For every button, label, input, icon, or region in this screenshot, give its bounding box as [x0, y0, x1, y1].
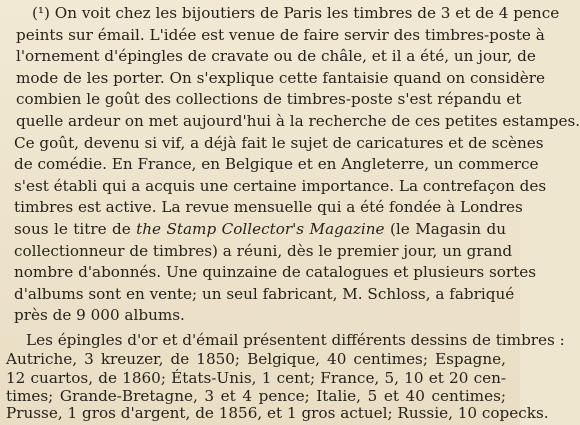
text-run: de comédie. En France, en Belgique et en Angleterre, un commerce	[14, 155, 539, 174]
footnote-line-14	[0, 283, 520, 305]
footnote-line-15	[0, 304, 520, 326]
footnote-line-3	[0, 45, 536, 67]
text-run: (¹) On voit chez les bijoutiers de Paris les timbres de 3 et de 4 pence	[32, 4, 560, 22]
pins-line-3	[0, 368, 520, 388]
text-run: quelle ardeur on met aujourd'hui à la recherche de ces petites estampes.	[16, 112, 580, 130]
text-run: s'est établi qui a acquis une certaine importance. La contrefaçon des	[14, 176, 547, 195]
text-run: d'albums sont en vente; un seul fabricant, M. Schloss, a fabriqué	[14, 284, 515, 303]
footnote-line-4	[0, 67, 546, 89]
pins-line-1	[0, 330, 565, 350]
pins-line-2	[0, 349, 520, 369]
text-run: Autriche, 3 kreuzer, de 1850; Belgique, 40 centimes; Espagne,	[6, 350, 506, 368]
footnote-line-6	[0, 110, 580, 132]
text-run: collectionneur de timbres) a réuni, dès le premier jour, un grand	[14, 241, 513, 260]
footnote-line-7	[0, 132, 544, 154]
text-run: timbres est active. La revue mensuelle qui a été fondée à Londres	[14, 198, 523, 217]
text-run: times; Grande-Bretagne, 3 et 4 pence; Italie, 5 et 40 centimes;	[6, 387, 506, 405]
text-run: près de 9 000 albums.	[14, 306, 185, 325]
footnote-line-11	[0, 218, 520, 240]
footnote-line-9	[0, 175, 547, 197]
text-run: Ce goût, devenu si vif, a déjà fait le sujet de caricatures et de scènes	[14, 133, 544, 152]
text-run: l'ornement d'épingles de cravate ou de châle, et il a été, un jour, de	[16, 47, 536, 66]
footnote-line-13	[0, 261, 537, 283]
text-run: nombre d'abonnés. Une quinzaine de catalogues et plusieurs sortes	[14, 263, 537, 282]
footnote-line-12	[0, 240, 520, 262]
pins-line-5	[0, 403, 549, 423]
footnote-line-2	[0, 24, 545, 46]
text-run: Prusse, 1 gros d'argent, de 1856, et 1 gros actuel; Russie, 10 copecks.	[6, 404, 549, 422]
text-run: 12 cuartos, de 1860; États-Unis, 1 cent; France, 5, 10 et 20 cen-	[6, 369, 506, 387]
text-run: mode de les porter. On s'explique cette fantaisie quand on considère	[16, 68, 546, 87]
text-run: sous le titre de	[14, 220, 137, 238]
text-run: combien le goût des collections de timbres-poste s'est répandu et	[16, 90, 522, 109]
text-run: Les épingles d'or et d'émail présentent différents dessins de timbres :	[26, 331, 565, 349]
footnote-line-10	[0, 196, 523, 218]
magazine-title: the Stamp Collector's Magazine	[136, 220, 385, 238]
text-run: (le Magasin du	[384, 220, 506, 238]
text-run: peints sur émail. L'idée est venue de faire servir des timbres-poste à	[16, 25, 545, 44]
footnote-line-1	[0, 2, 560, 24]
footnote-line-8	[0, 153, 539, 175]
footnote-line-5	[0, 88, 520, 110]
